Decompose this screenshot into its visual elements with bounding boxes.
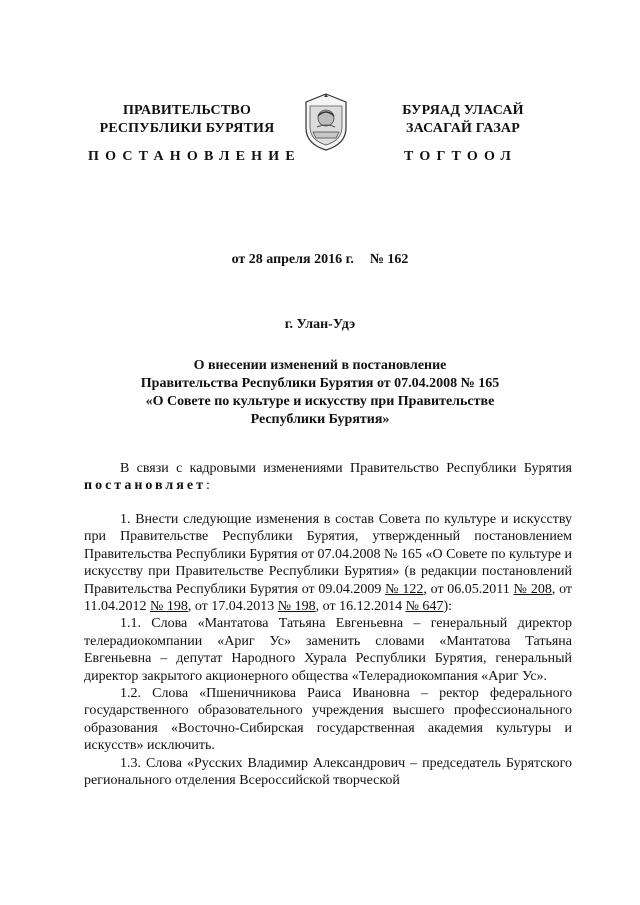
government-name-russian	[88, 102, 286, 138]
government-name-buryat	[378, 102, 548, 138]
decree-word: постановляет	[84, 478, 206, 494]
reference-link-198-2013[interactable]: № 198	[277, 599, 316, 615]
buryat-name-line2: ЗАСАГАЙ ГАЗАР	[405, 121, 520, 136]
reference-link-647[interactable]: № 647	[405, 599, 444, 615]
title-line3: «О Совете по культуре и искусству при Правительстве	[145, 394, 495, 409]
item-1-text: , от 06.05.2011	[423, 581, 514, 597]
reference-link-198-2012[interactable]: № 198	[149, 599, 188, 615]
item-1-1: 1.1. Слова «Мантатова Татьяна Евгеньевна – генеральный директор телерадиокомпании «Ариг Ус» заменить словами «Мантатова Татьяна Евгеньевна – депутат Народного Хурала Республики Бурятия, генеральный директор закрытого акционерного общества «Телерадиокомпания «Ариг Ус».	[84, 616, 572, 684]
item-1	[84, 511, 572, 615]
intro-text: В связи с кадровыми изменениями Правительство Республики Бурятия	[120, 461, 572, 476]
city-name: г. Улан-Удэ	[284, 317, 356, 332]
government-name-line1: ПРАВИТЕЛЬСТВО	[122, 103, 252, 118]
doc-kind-russian: ПОСТАНОВЛЕНИЕ	[88, 149, 301, 164]
reference-link-208[interactable]: № 208	[513, 581, 552, 597]
date-number-line	[0, 252, 640, 268]
doc-kind-buryat: ТОГТООЛ	[404, 149, 518, 164]
decree-number: № 162	[369, 252, 409, 267]
intro-paragraph	[84, 460, 572, 495]
buryat-name-line1: БУРЯАД УЛАСАЙ	[402, 103, 524, 118]
coat-of-arms-emblem	[301, 92, 351, 152]
item-1-2: 1.2. Слова «Пшеничникова Раиса Ивановна – ректор федерального государственного образовательного учреждения высшего профессионального образования «Восточно-Сибирская государственная академия культуры и искусств» исключить.	[84, 686, 572, 754]
decree-date: от 28 апреля 2016 г.	[231, 252, 354, 267]
item-1-3: 1.3. Слова «Русских Владимир Александрович – председатель Бурятского регионального отделения Всероссийской творческой	[84, 755, 572, 789]
item-1-text: , от 11.04.2012	[84, 581, 573, 615]
title-line1: О внесении изменений в постановление	[193, 358, 447, 373]
item-1-text: , от 17.04.2013	[187, 599, 278, 615]
decree-title	[0, 357, 640, 429]
item-1-text: 1. Внести следующие изменения в состав Совета по культуре и искусству при Правительстве Республики Бурятия, утвержденный постановлением Правительства Республики Бурятия от 07.04.2008 № 165 «О Совете по культуре и искусству при Правительстве Республики Бурятия» (в редакции постановлений Правительства Республики Бурятия от 09.04.2009	[84, 512, 572, 597]
reference-link-122[interactable]: № 122	[385, 581, 424, 597]
title-line2: Правительства Республики Бурятия от 07.04.2008 № 165	[140, 376, 500, 391]
item-1-text: , от 16.12.2014	[315, 599, 406, 615]
title-line4: Республики Бурятия»	[250, 412, 390, 427]
decree-body	[84, 511, 572, 790]
intro-colon: :	[205, 478, 210, 494]
item-1-text: ):	[443, 599, 452, 615]
government-name-line2: РЕСПУБЛИКИ БУРЯТИЯ	[99, 121, 275, 136]
